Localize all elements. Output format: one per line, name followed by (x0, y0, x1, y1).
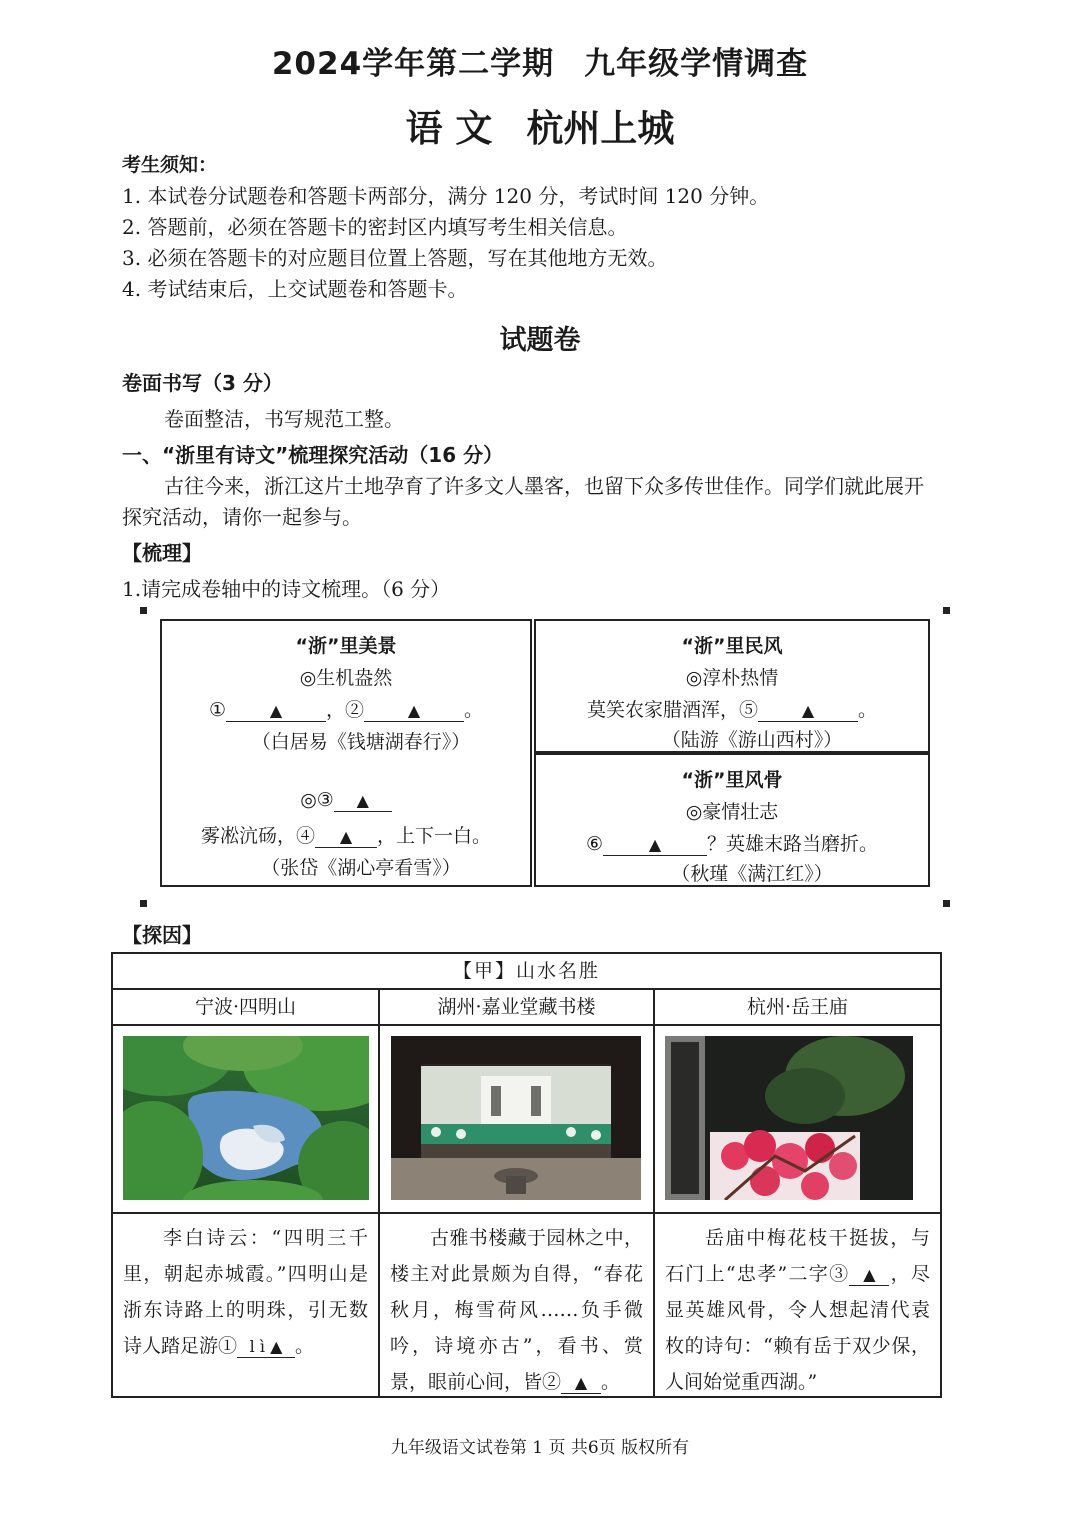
section1-heading: 一、“浙里有诗文”梳理探究活动（16 分） (122, 443, 504, 467)
punctuation: 。 (858, 699, 878, 721)
blank-number: ① (208, 699, 226, 721)
answer-blank-2[interactable] (364, 700, 464, 722)
blank-number: ⑤ (738, 699, 758, 721)
source-citation: （白居易《钱塘湖春行》） (251, 731, 471, 753)
scenery-box (160, 619, 532, 887)
answer-blank-explore-3[interactable] (849, 1264, 889, 1286)
handwriting-heading: 卷面书写（3 分） (122, 371, 283, 395)
blank-line-3 (162, 789, 530, 812)
blank-line-4 (162, 821, 530, 848)
notice-item: 1. 本试卷分试题卷和答题卡两部分，满分 120 分，考试时间 120 分钟。 (122, 184, 770, 208)
description-text: ，尽显英雄风骨，令人想起清代袁枚的诗句：“赖有岳于双少保，人间始觉重西湖。” (665, 1263, 930, 1393)
page-footer: 九年级语文试卷第 1 页 共6页 版权所有 (390, 1438, 690, 1458)
triangle-marker: ▲ (356, 791, 369, 810)
description-text: 李白诗云：“四明三千里，朝起赤城霞。”四明山是浙东诗路上的明珠，引无数诗人踏足游① (123, 1227, 368, 1357)
folk-custom-box (534, 619, 930, 753)
blank-line-5 (536, 695, 928, 722)
blank-line-6 (536, 829, 928, 856)
notice-item: 2. 答题前，必须在答题卡的密封区内填写考生相关信息。 (122, 215, 628, 239)
answer-blank-4[interactable] (315, 826, 377, 848)
jiaye-library-photo (391, 1036, 641, 1200)
scroll-corner (943, 607, 950, 614)
exam-name: 九年级学情调查 (584, 46, 809, 82)
source-citation: （秋瑾《满江红》） (671, 863, 833, 885)
poem-text: 雾凇沆砀， (200, 825, 296, 847)
yuewang-temple-photo (665, 1036, 913, 1200)
answer-blank-6[interactable] (603, 834, 707, 856)
triangle-marker: ▲ (801, 701, 815, 720)
subject-name: 语 文 (405, 107, 493, 150)
scroll-corner (943, 900, 950, 907)
triangle-marker: ▲ (648, 835, 662, 854)
scroll-corner (140, 900, 147, 907)
paper-title: 试题卷 (499, 325, 581, 356)
column-header-jiaye: 湖州·嘉业堂藏书楼 (379, 989, 654, 1025)
box-title: “浙”里民风 (681, 635, 783, 657)
box-theme: ◎豪情壮志 (685, 801, 779, 823)
spirit-box (534, 753, 930, 887)
box-title: “浙”里美景 (295, 635, 397, 657)
source-citation: （陆游《游山西村》） (661, 729, 843, 751)
yuewang-description (655, 1214, 940, 1396)
image-cell (379, 1025, 654, 1213)
triangle-marker: ▲ (574, 1373, 588, 1392)
landmarks-table (111, 952, 942, 1398)
punctuation: 。 (601, 1371, 621, 1393)
description-cell (379, 1213, 654, 1397)
answer-blank-5[interactable] (758, 700, 858, 722)
section1-intro: 古往今来，浙江这片土地孕育了许多文人墨客，也留下众多传世佳作。同学们就此展开 (164, 474, 924, 498)
box-theme: ◎生机盎然 (299, 667, 393, 689)
blank-number: ② (345, 699, 365, 721)
box-theme: ◎淳朴热情 (685, 667, 779, 689)
description-cell (112, 1213, 379, 1397)
subject-title (0, 98, 1080, 152)
punctuation: 。 (464, 699, 484, 721)
region-name: 杭州上城 (526, 107, 675, 150)
punctuation: ， (326, 699, 346, 721)
jiaye-description (380, 1214, 653, 1396)
triangle-marker: ▲ (863, 1265, 876, 1284)
explore-heading: 【探因】 (122, 923, 202, 947)
image-cell (112, 1025, 379, 1213)
notice-item: 3. 必须在答题卡的对应题目位置上答题，写在其他地方无效。 (122, 246, 668, 270)
triangle-marker: ▲ (407, 701, 421, 720)
table-title: 【甲】山水名胜 (112, 953, 941, 989)
pinyin-blank-marker: l ì ▲ (249, 1337, 283, 1356)
handwriting-text: 卷面整洁，书写规范工整。 (164, 407, 404, 431)
notice-item: 4. 考试结束后，上交试题卷和答题卡。 (122, 277, 468, 301)
description-text: 岳庙中梅花枝干挺拔，与石门上“忠孝”二字③ (665, 1227, 930, 1285)
answer-blank-explore-1[interactable] (237, 1336, 295, 1358)
triangle-marker: ▲ (269, 701, 283, 720)
column-header-siming: 宁波·四明山 (112, 989, 379, 1025)
exam-title (0, 38, 1080, 83)
question-1: 1.请完成卷轴中的诗文梳理。（6 分） (122, 577, 451, 601)
answer-blank-1[interactable] (226, 700, 326, 722)
section1-intro-cont: 探究活动，请你一起参与。 (122, 505, 362, 529)
source-citation: （张岱《湖心亭看雪》） (261, 857, 461, 879)
answer-blank-3[interactable] (334, 790, 392, 812)
poem-scroll (140, 607, 950, 907)
poem-text: 莫笑农家腊酒浑， (586, 699, 739, 721)
punctuation: 。 (295, 1335, 315, 1357)
sort-heading: 【梳理】 (122, 541, 202, 565)
box-title: “浙”里风骨 (681, 769, 783, 791)
scroll-corner (140, 607, 147, 614)
answer-blank-explore-2[interactable] (561, 1372, 601, 1394)
poem-text: ？英雄末路当磨折。 (707, 833, 879, 855)
poem-text: ，上下一白。 (377, 825, 492, 847)
siming-mountain-photo (123, 1036, 369, 1200)
triangle-marker: ▲ (339, 827, 353, 846)
blank-number: ⑥ (585, 833, 604, 855)
image-cell (654, 1025, 941, 1213)
blank-number: ④ (295, 825, 315, 847)
description-text: 古雅书楼藏于园林之中，楼主对此景颇为自得，“春花秋月，梅雪荷风……负手微吟，诗境亦古”，看书、赏景，眼前心间，皆② (390, 1227, 643, 1393)
blank-line-1-2 (162, 695, 530, 722)
exam-term: 2024学年第二学期 (271, 46, 555, 82)
blank-number: ◎③ (300, 789, 334, 811)
description-cell (654, 1213, 941, 1397)
notice-heading: 考生须知： (122, 154, 218, 176)
column-header-yuewang: 杭州·岳王庙 (654, 989, 941, 1025)
siming-description (113, 1214, 378, 1396)
